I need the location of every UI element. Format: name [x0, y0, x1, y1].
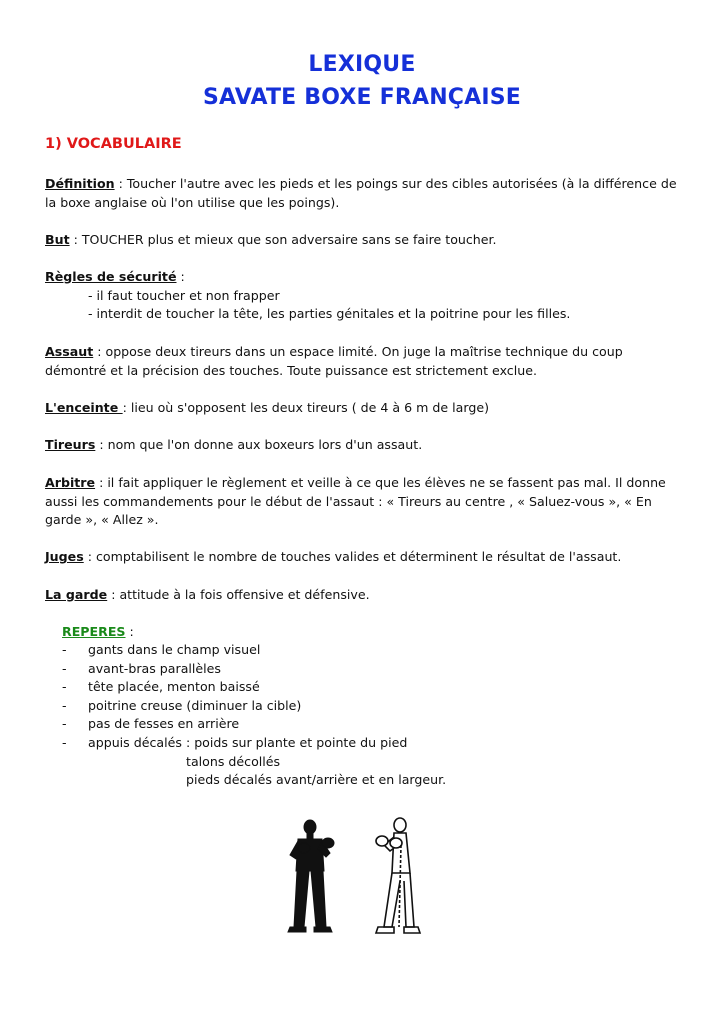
regles-sep: :	[176, 269, 185, 284]
boxer-front-figure-icon	[288, 820, 334, 932]
but-term: But	[45, 232, 70, 247]
boxers-illustration	[280, 815, 440, 945]
reperes-sep: :	[125, 624, 134, 639]
list-item	[62, 734, 446, 753]
regles-item: - il faut toucher et non frapper	[88, 287, 280, 303]
but-text: TOUCHER plus et mieux que son adversaire sans se faire toucher.	[81, 232, 497, 247]
garde-sep: :	[107, 587, 120, 602]
juges-sep: :	[83, 549, 96, 564]
boxer-side-figure-icon	[376, 818, 420, 933]
arbitre-sep: :	[95, 475, 108, 490]
page-title-line1: LEXIQUE	[308, 52, 416, 77]
tireurs-paragraph	[45, 436, 685, 455]
list-dash: -	[62, 697, 67, 713]
regles-term: Règles de sécurité	[45, 269, 177, 284]
list-item-text: gants dans le champ visuel	[88, 642, 261, 657]
reperes-list	[62, 641, 446, 790]
list-item	[62, 641, 446, 660]
list-item	[62, 660, 446, 679]
list-dash: -	[62, 716, 67, 732]
arbitre-term: Arbitre	[45, 475, 96, 490]
page-title-line2: SAVATE BOXE FRANÇAISE	[202, 85, 522, 110]
garde-text: attitude à la fois offensive et défensive.	[119, 587, 370, 602]
but-sep: :	[69, 232, 82, 247]
regles-paragraph	[45, 268, 685, 324]
juges-term: Juges	[45, 549, 84, 564]
list-dash: -	[62, 642, 67, 657]
enceinte-term: L'enceinte	[45, 400, 123, 415]
list-item-text: avant-bras parallèles	[88, 660, 221, 676]
arbitre-paragraph	[45, 474, 685, 530]
tireurs-text: nom que l'on donne aux boxeurs lors d'un assaut.	[107, 437, 423, 452]
definition-sep: :	[114, 176, 127, 191]
arbitre-text: il fait appliquer le règlement et veille à ce que les élèves ne se fassent pas mal. Il donne aussi les commandements pour le début de l'assaut : « Tireurs au centre , « Saluez-vous », « En garde », « Allez ».	[45, 475, 666, 527]
section-title: 1) VOCABULAIRE	[45, 136, 182, 152]
list-dash: -	[62, 734, 67, 750]
list-subitem: pieds décalés avant/arrière et en largeur.	[186, 772, 447, 788]
list-subitem: talons décollés	[186, 753, 281, 769]
regles-item: - interdit de toucher la tête, les parties génitales et la poitrine pour les filles.	[88, 306, 571, 321]
list-item	[62, 715, 446, 734]
juges-text: comptabilisent le nombre de touches valides et déterminent le résultat de l'assaut.	[95, 549, 622, 564]
list-item-text: tête placée, menton baissé	[88, 679, 260, 695]
assaut-paragraph	[45, 343, 685, 380]
enceinte-paragraph	[45, 399, 685, 418]
garde-term: La garde	[45, 587, 108, 602]
definition-text: Toucher l'autre avec les pieds et les poings sur des cibles autorisées (à la différence de la boxe anglaise où l'on utilise que les poings).	[45, 176, 677, 210]
tireurs-sep: :	[95, 437, 108, 452]
definition-paragraph	[45, 175, 685, 212]
list-item	[62, 678, 446, 697]
list-item-text: appuis décalés : poids sur plante et pointe du pied	[88, 734, 408, 750]
reperes-heading	[62, 623, 702, 642]
assaut-text: oppose deux tireurs dans un espace limité. On juge la maîtrise technique du coup démontré et la précision des touches. Toute puissance est strictement exclue.	[45, 344, 623, 378]
assaut-sep: :	[93, 344, 106, 359]
definition-term: Définition	[45, 176, 115, 191]
list-item-text: poitrine creuse (diminuer la cible)	[88, 697, 302, 713]
assaut-term: Assaut	[45, 344, 94, 359]
list-item-text: pas de fesses en arrière	[88, 716, 240, 732]
garde-paragraph	[45, 586, 685, 605]
list-dash: -	[62, 679, 67, 695]
enceinte-text: lieu où s'opposent les deux tireurs ( de 4 à 6 m de large)	[130, 400, 490, 415]
enceinte-sep: :	[122, 400, 131, 415]
list-dash: -	[62, 660, 67, 676]
juges-paragraph	[45, 548, 685, 567]
tireurs-term: Tireurs	[45, 437, 96, 452]
but-paragraph	[45, 231, 685, 250]
list-item	[62, 697, 446, 716]
reperes-title: REPERES	[62, 624, 126, 639]
